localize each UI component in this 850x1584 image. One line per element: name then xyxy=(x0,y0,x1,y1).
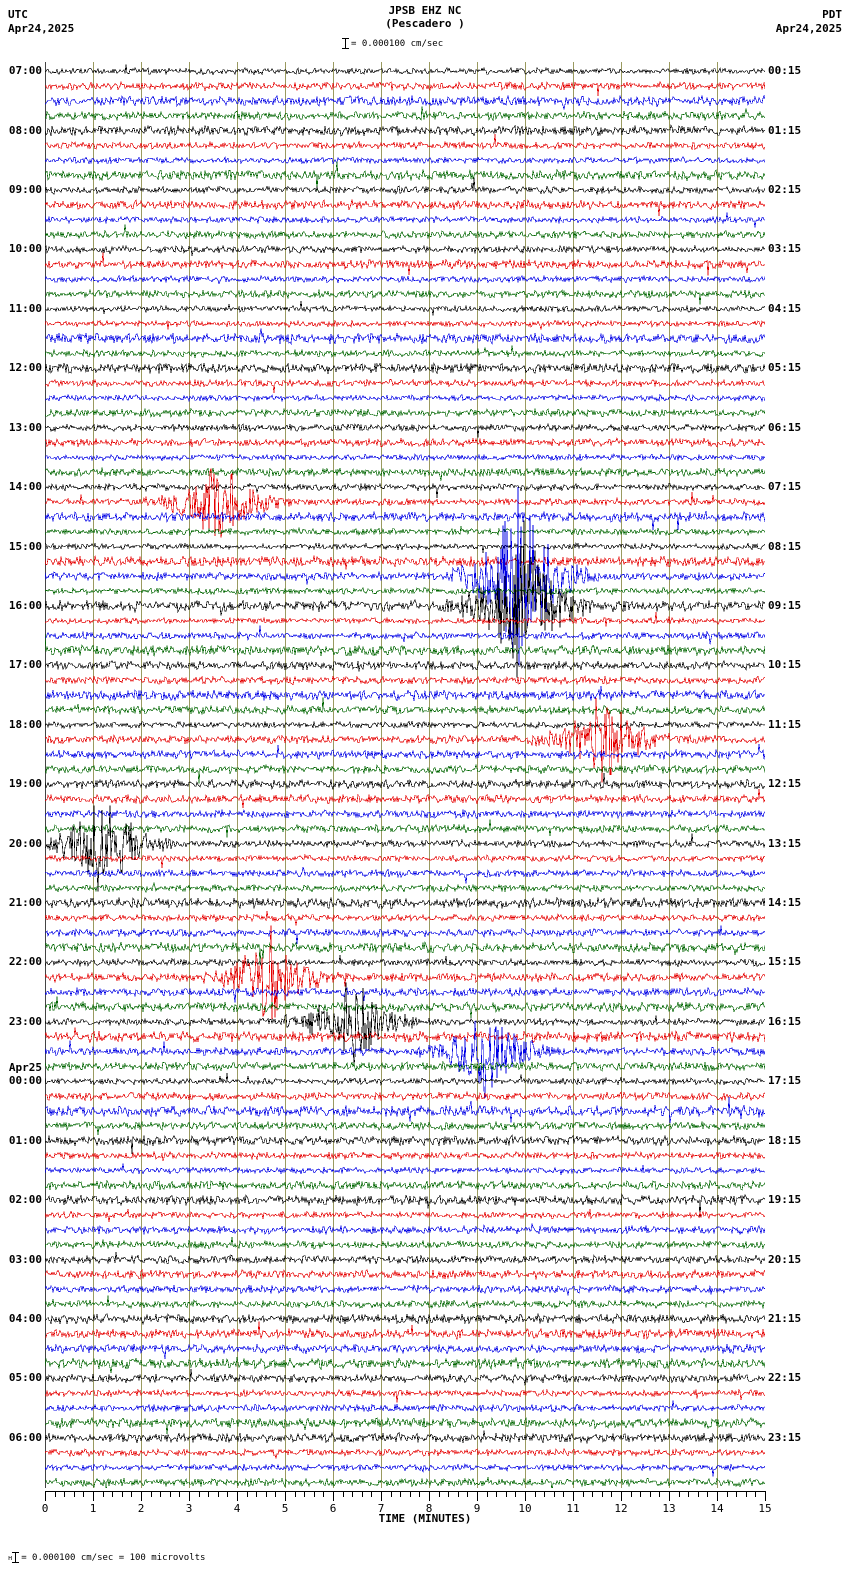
x-tick-label: 4 xyxy=(233,1502,241,1515)
station-header xyxy=(0,4,850,30)
hour-label-utc: 22:00 xyxy=(8,955,42,969)
scale-bar-icon xyxy=(345,38,346,49)
hour-label-pdt: 06:15 xyxy=(768,420,802,434)
hour-label-utc: 19:00 xyxy=(8,777,42,791)
scale-text: = 0.000100 cm/sec xyxy=(351,39,444,49)
x-tick-label: 13 xyxy=(662,1502,676,1515)
hour-label-pdt: 00:15 xyxy=(768,64,802,78)
helicorder-plot xyxy=(45,62,765,1488)
hour-label-utc: 06:00 xyxy=(8,1430,42,1444)
hour-label-pdt: 19:15 xyxy=(768,1193,802,1207)
pdt-date: Apr24,2025 xyxy=(775,22,842,35)
x-tick-label: 8 xyxy=(425,1502,433,1515)
hour-label-pdt: 09:15 xyxy=(768,598,802,612)
hour-label-utc: 23:00 xyxy=(8,1014,42,1028)
station-code: JPSB EHZ NC xyxy=(388,4,462,17)
hour-label-utc: 20:00 xyxy=(8,836,42,850)
hour-label-pdt: 01:15 xyxy=(768,123,802,137)
station-location: (Pescadero ) xyxy=(385,17,465,30)
hour-label-pdt: 05:15 xyxy=(768,361,802,375)
footer-scale xyxy=(8,1552,205,1563)
x-tick-label: 7 xyxy=(377,1502,385,1515)
hour-label-utc: 17:00 xyxy=(8,658,42,672)
hour-label-pdt: 02:15 xyxy=(768,183,802,197)
hour-label-pdt: 16:15 xyxy=(768,1014,802,1028)
hour-label-utc: 01:00 xyxy=(8,1133,42,1147)
day-change-label: Apr25 xyxy=(8,1061,42,1075)
hour-label-pdt: 18:15 xyxy=(768,1133,802,1147)
hour-label-utc: 18:00 xyxy=(8,717,42,731)
hour-label-utc: 03:00 xyxy=(8,1252,42,1266)
hour-label-pdt: 07:15 xyxy=(768,480,802,494)
hour-label-utc: 12:00 xyxy=(8,361,42,375)
hour-label-utc: 21:00 xyxy=(8,896,42,910)
hour-label-utc: 09:00 xyxy=(8,183,42,197)
hour-label-utc: 16:00 xyxy=(8,598,42,612)
hour-label-pdt: 20:15 xyxy=(768,1252,802,1266)
pdt-header xyxy=(776,8,842,36)
hour-label-pdt: 13:15 xyxy=(768,836,802,850)
hour-label-pdt: 22:15 xyxy=(768,1371,802,1385)
hour-label-utc: 15:00 xyxy=(8,539,42,553)
hour-label-utc: 08:00 xyxy=(8,123,42,137)
hour-label-pdt: 14:15 xyxy=(768,896,802,910)
x-tick-label: 0 xyxy=(41,1502,49,1515)
hour-label-utc: 00:00 xyxy=(8,1074,42,1088)
utc-label: UTC xyxy=(8,8,28,21)
footer-text: = 0.000100 cm/sec = 100 microvolts xyxy=(21,1553,206,1563)
x-tick-label: 3 xyxy=(185,1502,193,1515)
x-tick-label: 11 xyxy=(566,1502,580,1515)
hour-label-utc: 13:00 xyxy=(8,420,42,434)
hour-label-utc: 14:00 xyxy=(8,480,42,494)
hour-label-pdt: 12:15 xyxy=(768,777,802,791)
x-tick-label: 15 xyxy=(758,1502,772,1515)
x-tick-label: 9 xyxy=(473,1502,481,1515)
utc-date: Apr24,2025 xyxy=(8,22,75,35)
x-tick-label: 1 xyxy=(89,1502,97,1515)
hour-label-utc: 05:00 xyxy=(8,1371,42,1385)
scale-indicator xyxy=(345,38,443,49)
footer-scale-bar-icon xyxy=(15,1552,16,1563)
hour-label-utc: 11:00 xyxy=(8,301,42,315)
pdt-label: PDT xyxy=(822,8,842,21)
hour-label-utc: 07:00 xyxy=(8,64,42,78)
hour-label-utc: 04:00 xyxy=(8,1311,42,1325)
x-tick-label: 14 xyxy=(710,1502,724,1515)
footer-prefix: н xyxy=(8,1554,13,1562)
hour-label-pdt: 17:15 xyxy=(768,1074,802,1088)
chart-header xyxy=(0,0,850,60)
x-tick-label: 2 xyxy=(137,1502,145,1515)
hour-label-pdt: 15:15 xyxy=(768,955,802,969)
x-tick-label: 10 xyxy=(518,1502,532,1515)
hour-label-utc: 02:00 xyxy=(8,1193,42,1207)
x-tick-label: 6 xyxy=(329,1502,337,1515)
hour-label-utc: 10:00 xyxy=(8,242,42,256)
x-tick-label: 5 xyxy=(281,1502,289,1515)
hour-label-pdt: 11:15 xyxy=(768,717,802,731)
hour-label-pdt: 23:15 xyxy=(768,1430,802,1444)
hour-label-pdt: 10:15 xyxy=(768,658,802,672)
hour-label-pdt: 08:15 xyxy=(768,539,802,553)
x-axis-title: TIME (MINUTES) xyxy=(378,1512,472,1525)
hour-label-pdt: 21:15 xyxy=(768,1311,802,1325)
hour-label-pdt: 03:15 xyxy=(768,242,802,256)
x-tick-label: 12 xyxy=(614,1502,628,1515)
hour-label-pdt: 04:15 xyxy=(768,301,802,315)
